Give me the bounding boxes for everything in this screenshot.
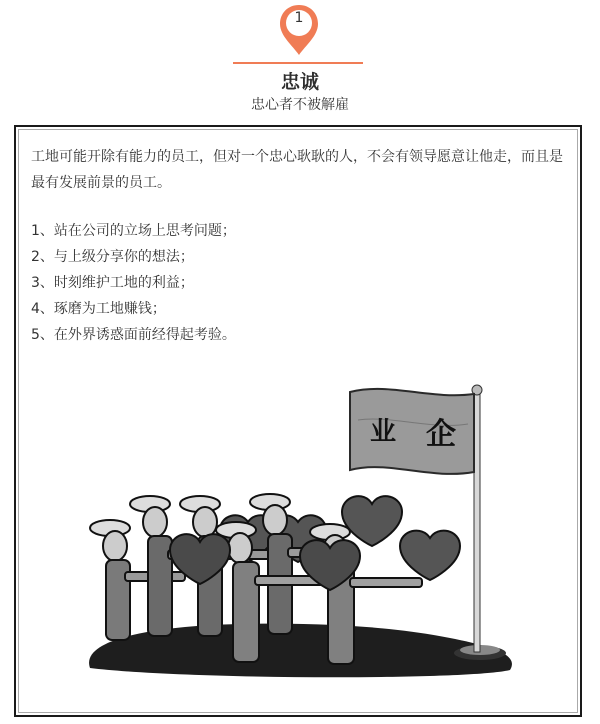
list-item: 5、在外界诱惑面前经得起考验。 <box>31 327 236 343</box>
flag-text-right: 企 <box>426 417 456 452</box>
list-item: 4、琢磨为工地赚钱； <box>31 301 166 317</box>
flag-text-left: 业 <box>370 417 397 447</box>
title-underline <box>233 62 363 64</box>
badge-number: 1 <box>294 10 304 26</box>
page-subtitle: 忠心者不被解雇 <box>251 97 349 113</box>
loyalty-illustration <box>70 380 530 685</box>
location-pin-icon <box>279 4 319 56</box>
intro-paragraph: 工地可能开除有能力的员工，但对一个忠心耿耿的人，不会有领导愿意让他走，而且是最有发展前景的员工。 <box>31 149 563 191</box>
points-list <box>31 218 236 348</box>
list-item: 2、与上级分享你的想法； <box>31 249 194 265</box>
list-item: 1、站在公司的立场上思考问题； <box>31 223 236 239</box>
page-title: 忠诚 <box>280 71 319 93</box>
list-item: 3、时刻维护工地的利益； <box>31 275 194 291</box>
